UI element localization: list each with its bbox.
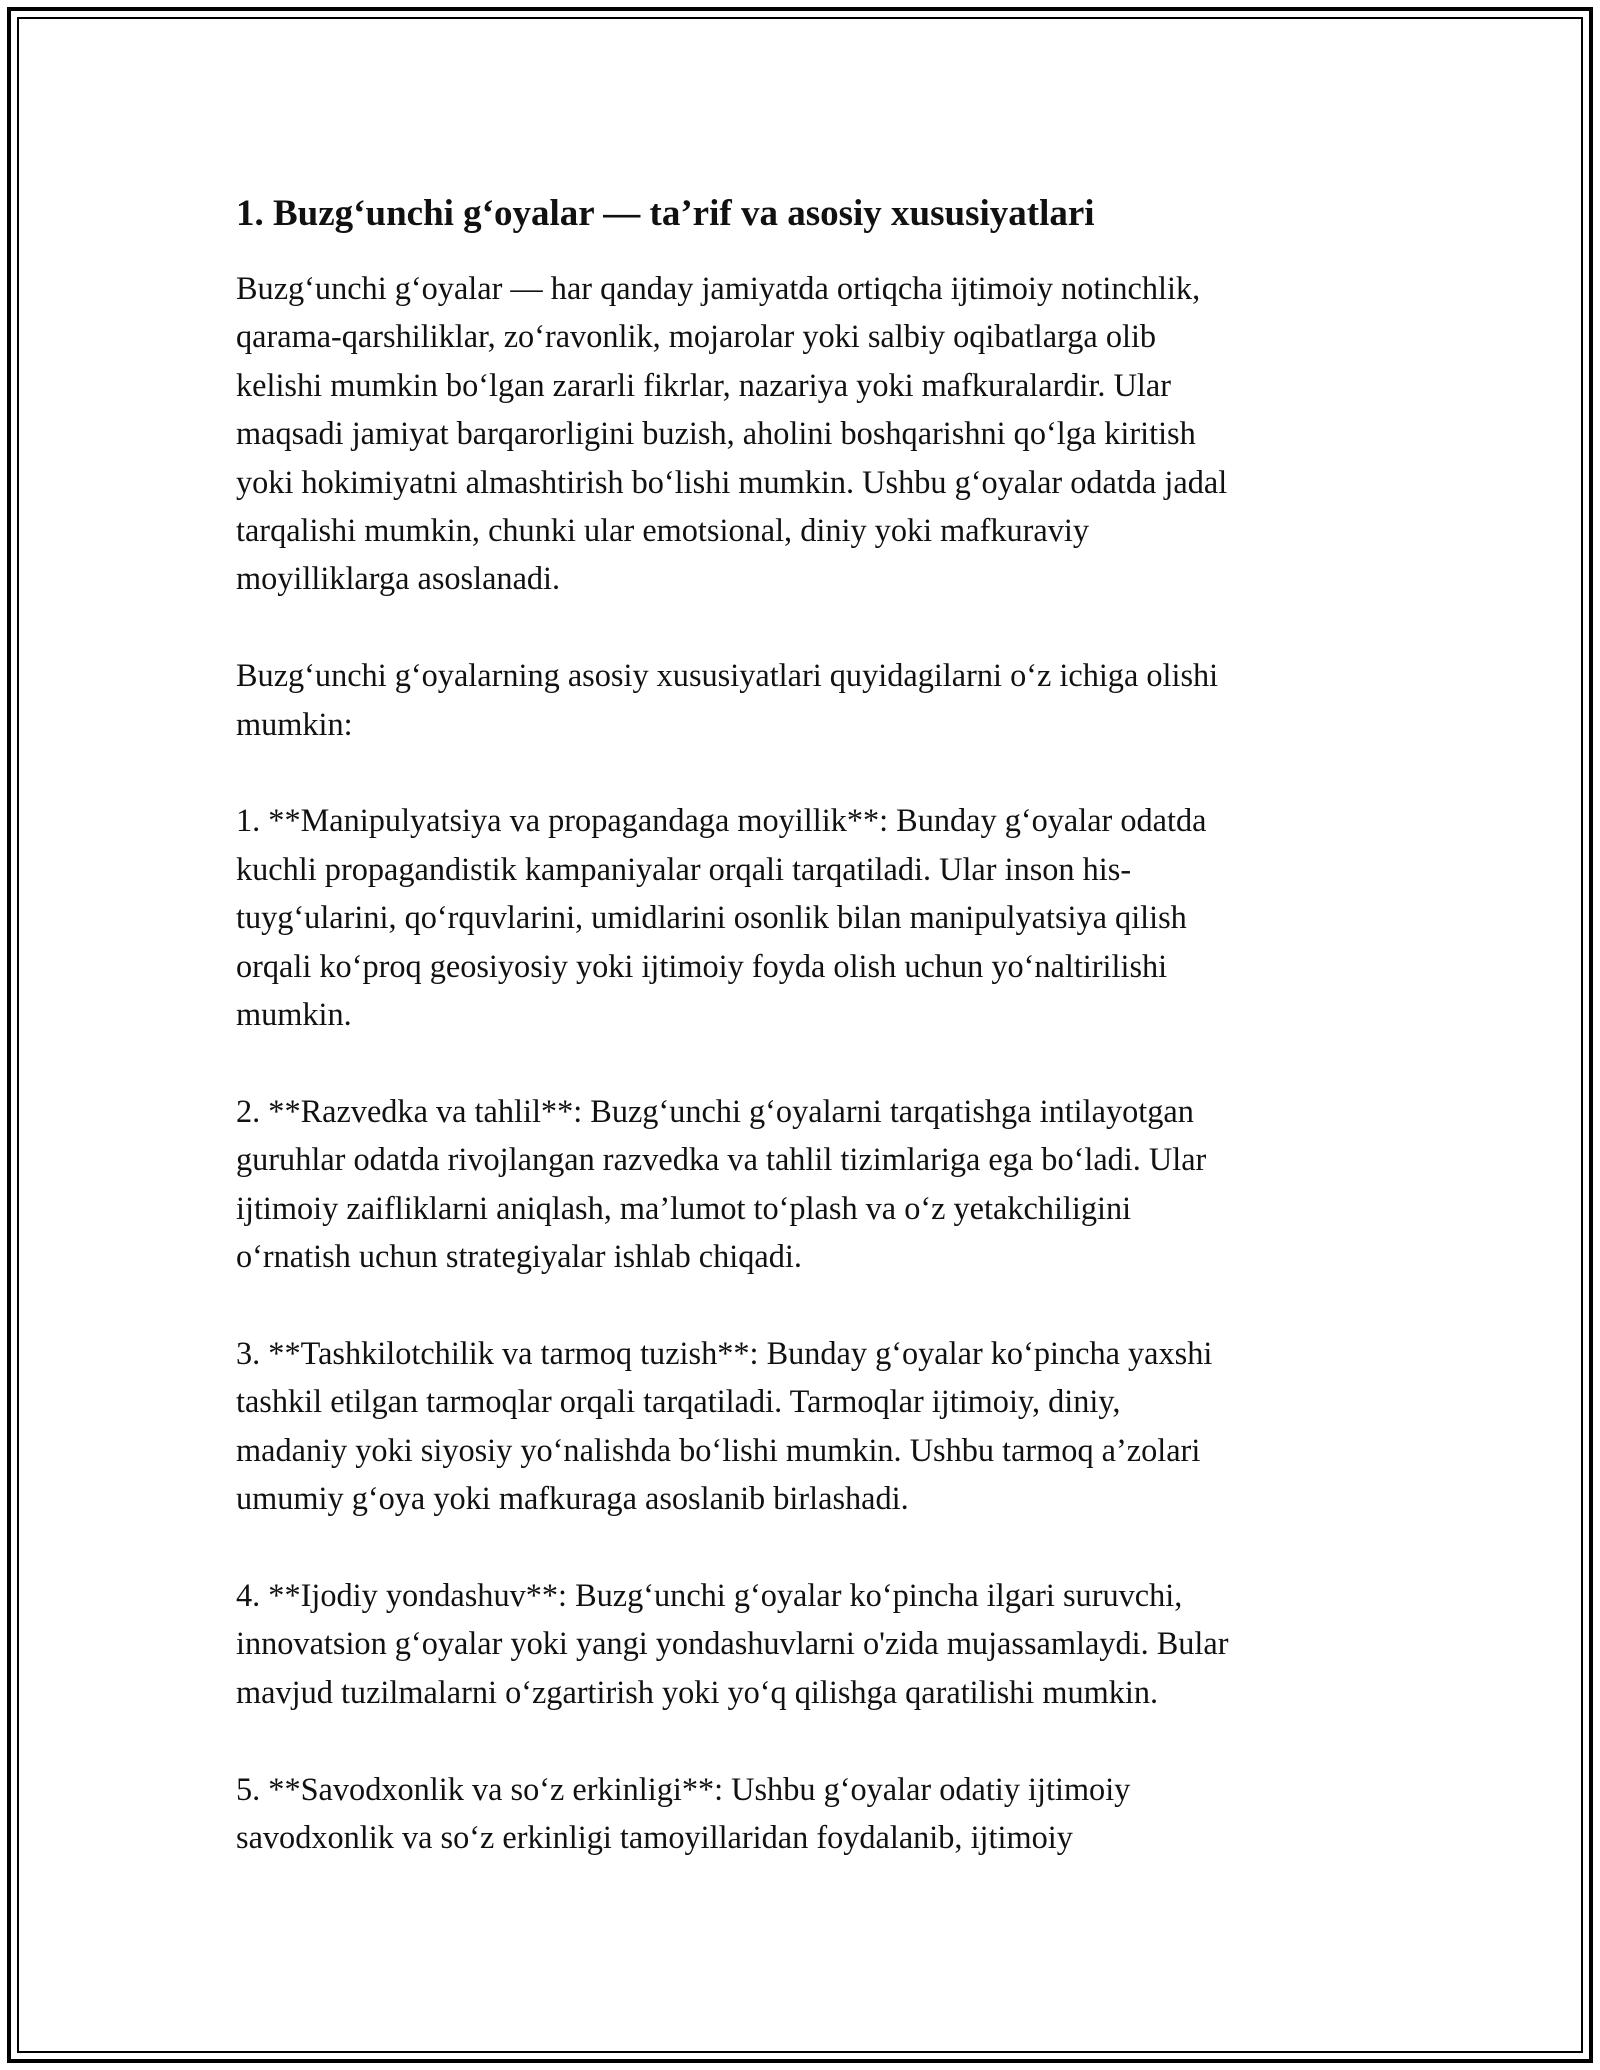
intro-paragraph: [236, 264, 1376, 603]
text-line: tuyg‘ularini, qo‘rquvlarini, umidlarini osonlik bilan manipulyatsiya qilish: [236, 899, 1187, 936]
text-line: 2. **Razvedka va tahlil**: Buzg‘unchi g‘oyalarni tarqatishga intilayotgan: [236, 1092, 1194, 1129]
list-item-5: [236, 1765, 1376, 1862]
text-line: mumkin.: [236, 996, 352, 1033]
text-line: kelishi mumkin bo‘lgan zararli fikrlar, nazariya yoki mafkuralardir. Ular: [236, 366, 1171, 403]
text-line: orqali ko‘proq geosiyosiy yoki ijtimoiy foyda olish uchun yo‘naltirilishi: [236, 947, 1168, 984]
document-body: [236, 186, 1376, 1910]
text-line: 5. **Savodxonlik va so‘z erkinligi**: Ushbu g‘oyalar odatiy ijtimoiy: [236, 1770, 1131, 1807]
text-line: 4. **Ijodiy yondashuv**: Buzg‘unchi g‘oyalar ko‘pincha ilgari suruvchi,: [236, 1576, 1183, 1613]
text-line: o‘rnatish uchun strategiyalar ishlab chiqadi.: [236, 1238, 802, 1275]
text-line: qarama-qarshiliklar, zo‘ravonlik, mojarolar yoki salbiy oqibatlarga olib: [236, 318, 1157, 355]
list-item-2: [236, 1087, 1376, 1281]
list-item-4: [236, 1571, 1376, 1716]
text-line: umumiy g‘oya yoki mafkuraga asoslanib birlashadi.: [236, 1480, 909, 1517]
section-heading: 1. Buzg‘unchi g‘oyalar — ta’rif va asosiy xususiyatlari: [236, 193, 1095, 234]
text-line: mavjud tuzilmalarni o‘zgartirish yoki yo‘q qilishga qaratilishi mumkin.: [236, 1673, 1159, 1710]
list-item-3: [236, 1329, 1376, 1523]
features-intro-paragraph: [236, 651, 1376, 748]
text-line: kuchli propagandistik kampaniyalar orqali tarqatiladi. Ular inson his-: [236, 850, 1132, 887]
text-line: 1. **Manipulyatsiya va propagandaga moyillik**: Bunday g‘oyalar odatda: [236, 802, 1207, 839]
text-line: Buzg‘unchi g‘oyalar — har qanday jamiyatda ortiqcha ijtimoiy notinchlik,: [236, 270, 1201, 306]
text-line: tarqalishi mumkin, chunki ular emotsional, diniy yoki mafkuraviy: [236, 512, 1090, 549]
text-line: guruhlar odatda rivojlangan razvedka va tahlil tizimlariga ega bo‘ladi. Ular: [236, 1141, 1207, 1178]
text-line: savodxonlik va so‘z erkinligi tamoyillaridan foydalanib, ijtimoiy: [236, 1818, 1073, 1855]
text-line: Buzg‘unchi g‘oyalarning asosiy xususiyatlari quyidagilarni o‘z ichiga olishi: [236, 657, 1219, 694]
text-line: innovatsion g‘oyalar yoki yangi yondashuvlarni o'zida mujassamlaydi. Bular: [236, 1625, 1229, 1662]
text-line: moyilliklarga asoslanadi.: [236, 560, 561, 597]
text-line: tashkil etilgan tarmoqlar orqali tarqatiladi. Tarmoqlar ijtimoiy, diniy,: [236, 1383, 1121, 1420]
text-line: 3. **Tashkilotchilik va tarmoq tuzish**: Bunday g‘oyalar ko‘pincha yaxshi: [236, 1334, 1213, 1371]
text-line: maqsadi jamiyat barqarorligini buzish, aholini boshqarishni qo‘lga kiritish: [236, 415, 1196, 452]
list-item-1: [236, 796, 1376, 1038]
text-line: mumkin:: [236, 705, 353, 742]
text-line: yoki hokimiyatni almashtirish bo‘lishi mumkin. Ushbu g‘oyalar odatda jadal: [236, 463, 1228, 500]
text-line: madaniy yoki siyosiy yo‘nalishda bo‘lishi mumkin. Ushbu tarmoq a’zolari: [236, 1431, 1201, 1468]
text-line: ijtimoiy zaifliklarni aniqlash, ma’lumot to‘plash va o‘z yetakchiligini: [236, 1189, 1132, 1226]
